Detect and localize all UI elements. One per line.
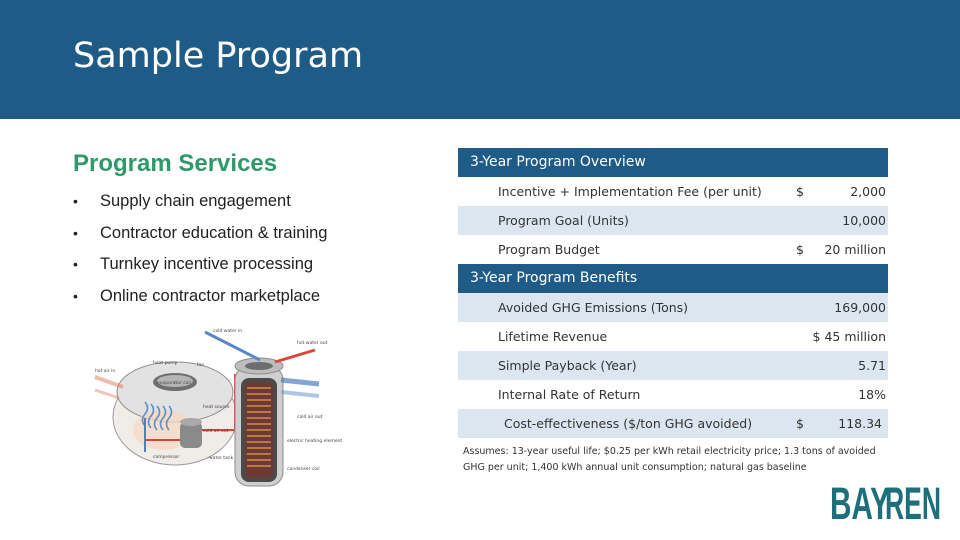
table-row (458, 177, 888, 206)
list-item (73, 251, 327, 283)
row-value: $ 45 million (812, 329, 886, 344)
table-row (458, 380, 888, 409)
diagram-label: heat pump (153, 361, 178, 366)
diagram-label: cold air out (297, 415, 323, 420)
diagram-label: hot water out (297, 341, 328, 346)
list-item-text: Contractor education & training (100, 223, 328, 242)
bullet: • (73, 224, 78, 241)
diagram-label: heat source (203, 405, 230, 410)
title-bar (0, 0, 960, 119)
assumptions-footnote: Assumes: 13-year useful life; $0.25 per kWh retail electricity price; 1.3 tons of avoided GHG per unit; 1,400 kWh annual unit consumption; natural gas baseline (463, 446, 876, 473)
cold-air-out-arrow (281, 380, 319, 384)
diagram-label: water tank (209, 456, 234, 461)
row-label: Internal Rate of Return (498, 387, 641, 402)
row-value: 118.34 (838, 416, 882, 431)
row-value: 20 million (824, 242, 886, 257)
table-row (458, 322, 888, 351)
table-row (458, 293, 888, 322)
diagram-label: evaporator coil (157, 381, 191, 386)
services-heading: Program Services (73, 150, 278, 177)
row-value: 18% (858, 387, 886, 402)
list-item (73, 283, 327, 315)
table-row (458, 235, 888, 264)
diagram-label: cold water in (213, 329, 243, 334)
row-value: 5.71 (858, 358, 886, 373)
row-currency: $ (796, 184, 804, 199)
overview-section-header: 3-Year Program Overview (458, 148, 888, 177)
bayren-logo (830, 478, 942, 529)
hot-water-pipe (275, 350, 315, 362)
table-row (458, 409, 888, 438)
row-value: 10,000 (842, 213, 886, 228)
bullet: • (73, 256, 78, 272)
cold-water-pipe (205, 332, 260, 360)
diagram-label: compressor (153, 455, 180, 460)
row-label: Avoided GHG Emissions (Tons) (498, 300, 689, 315)
heat-pump-unit (113, 362, 237, 465)
water-tank (235, 358, 283, 486)
row-label: Simple Payback (Year) (498, 358, 637, 373)
diagram-label: fan (197, 363, 205, 368)
row-label: Cost-effectiveness ($/ton GHG avoided) (504, 416, 753, 431)
logo-text-bay: BAY (830, 478, 890, 529)
row-label: Incentive + Implementation Fee (per unit) (498, 184, 762, 199)
table-row (458, 206, 888, 235)
list-item (73, 220, 327, 252)
table-row (458, 351, 888, 380)
row-label: Program Budget (498, 242, 600, 257)
diagram-label: electric heating element (287, 439, 343, 444)
row-label: Lifetime Revenue (498, 329, 608, 344)
program-overview-table (458, 148, 888, 438)
list-item (73, 188, 327, 220)
list-item-text: Turnkey incentive processing (100, 255, 314, 273)
page-title: Sample Program (73, 36, 364, 76)
hot-air-in-arrow (95, 377, 123, 387)
row-value: 2,000 (850, 184, 886, 199)
diagram-label: condenser coil (287, 467, 320, 472)
bullet: • (73, 287, 78, 304)
benefits-section-header: 3-Year Program Benefits (458, 264, 888, 293)
services-list (73, 188, 327, 314)
heat-pump-water-heater-diagram (85, 322, 343, 492)
row-label: Program Goal (Units) (498, 213, 629, 228)
row-value: 169,000 (834, 300, 886, 315)
list-item-text: Supply chain engagement (100, 192, 291, 210)
bullet: • (73, 193, 78, 209)
logo-text-ren: REN (885, 478, 941, 529)
list-item-text: Online contractor marketplace (100, 286, 321, 305)
row-currency: $ (796, 242, 804, 257)
diagram-label: cold air out (203, 429, 229, 434)
diagram-label: hot air in (95, 369, 116, 374)
row-currency: $ (796, 416, 804, 431)
